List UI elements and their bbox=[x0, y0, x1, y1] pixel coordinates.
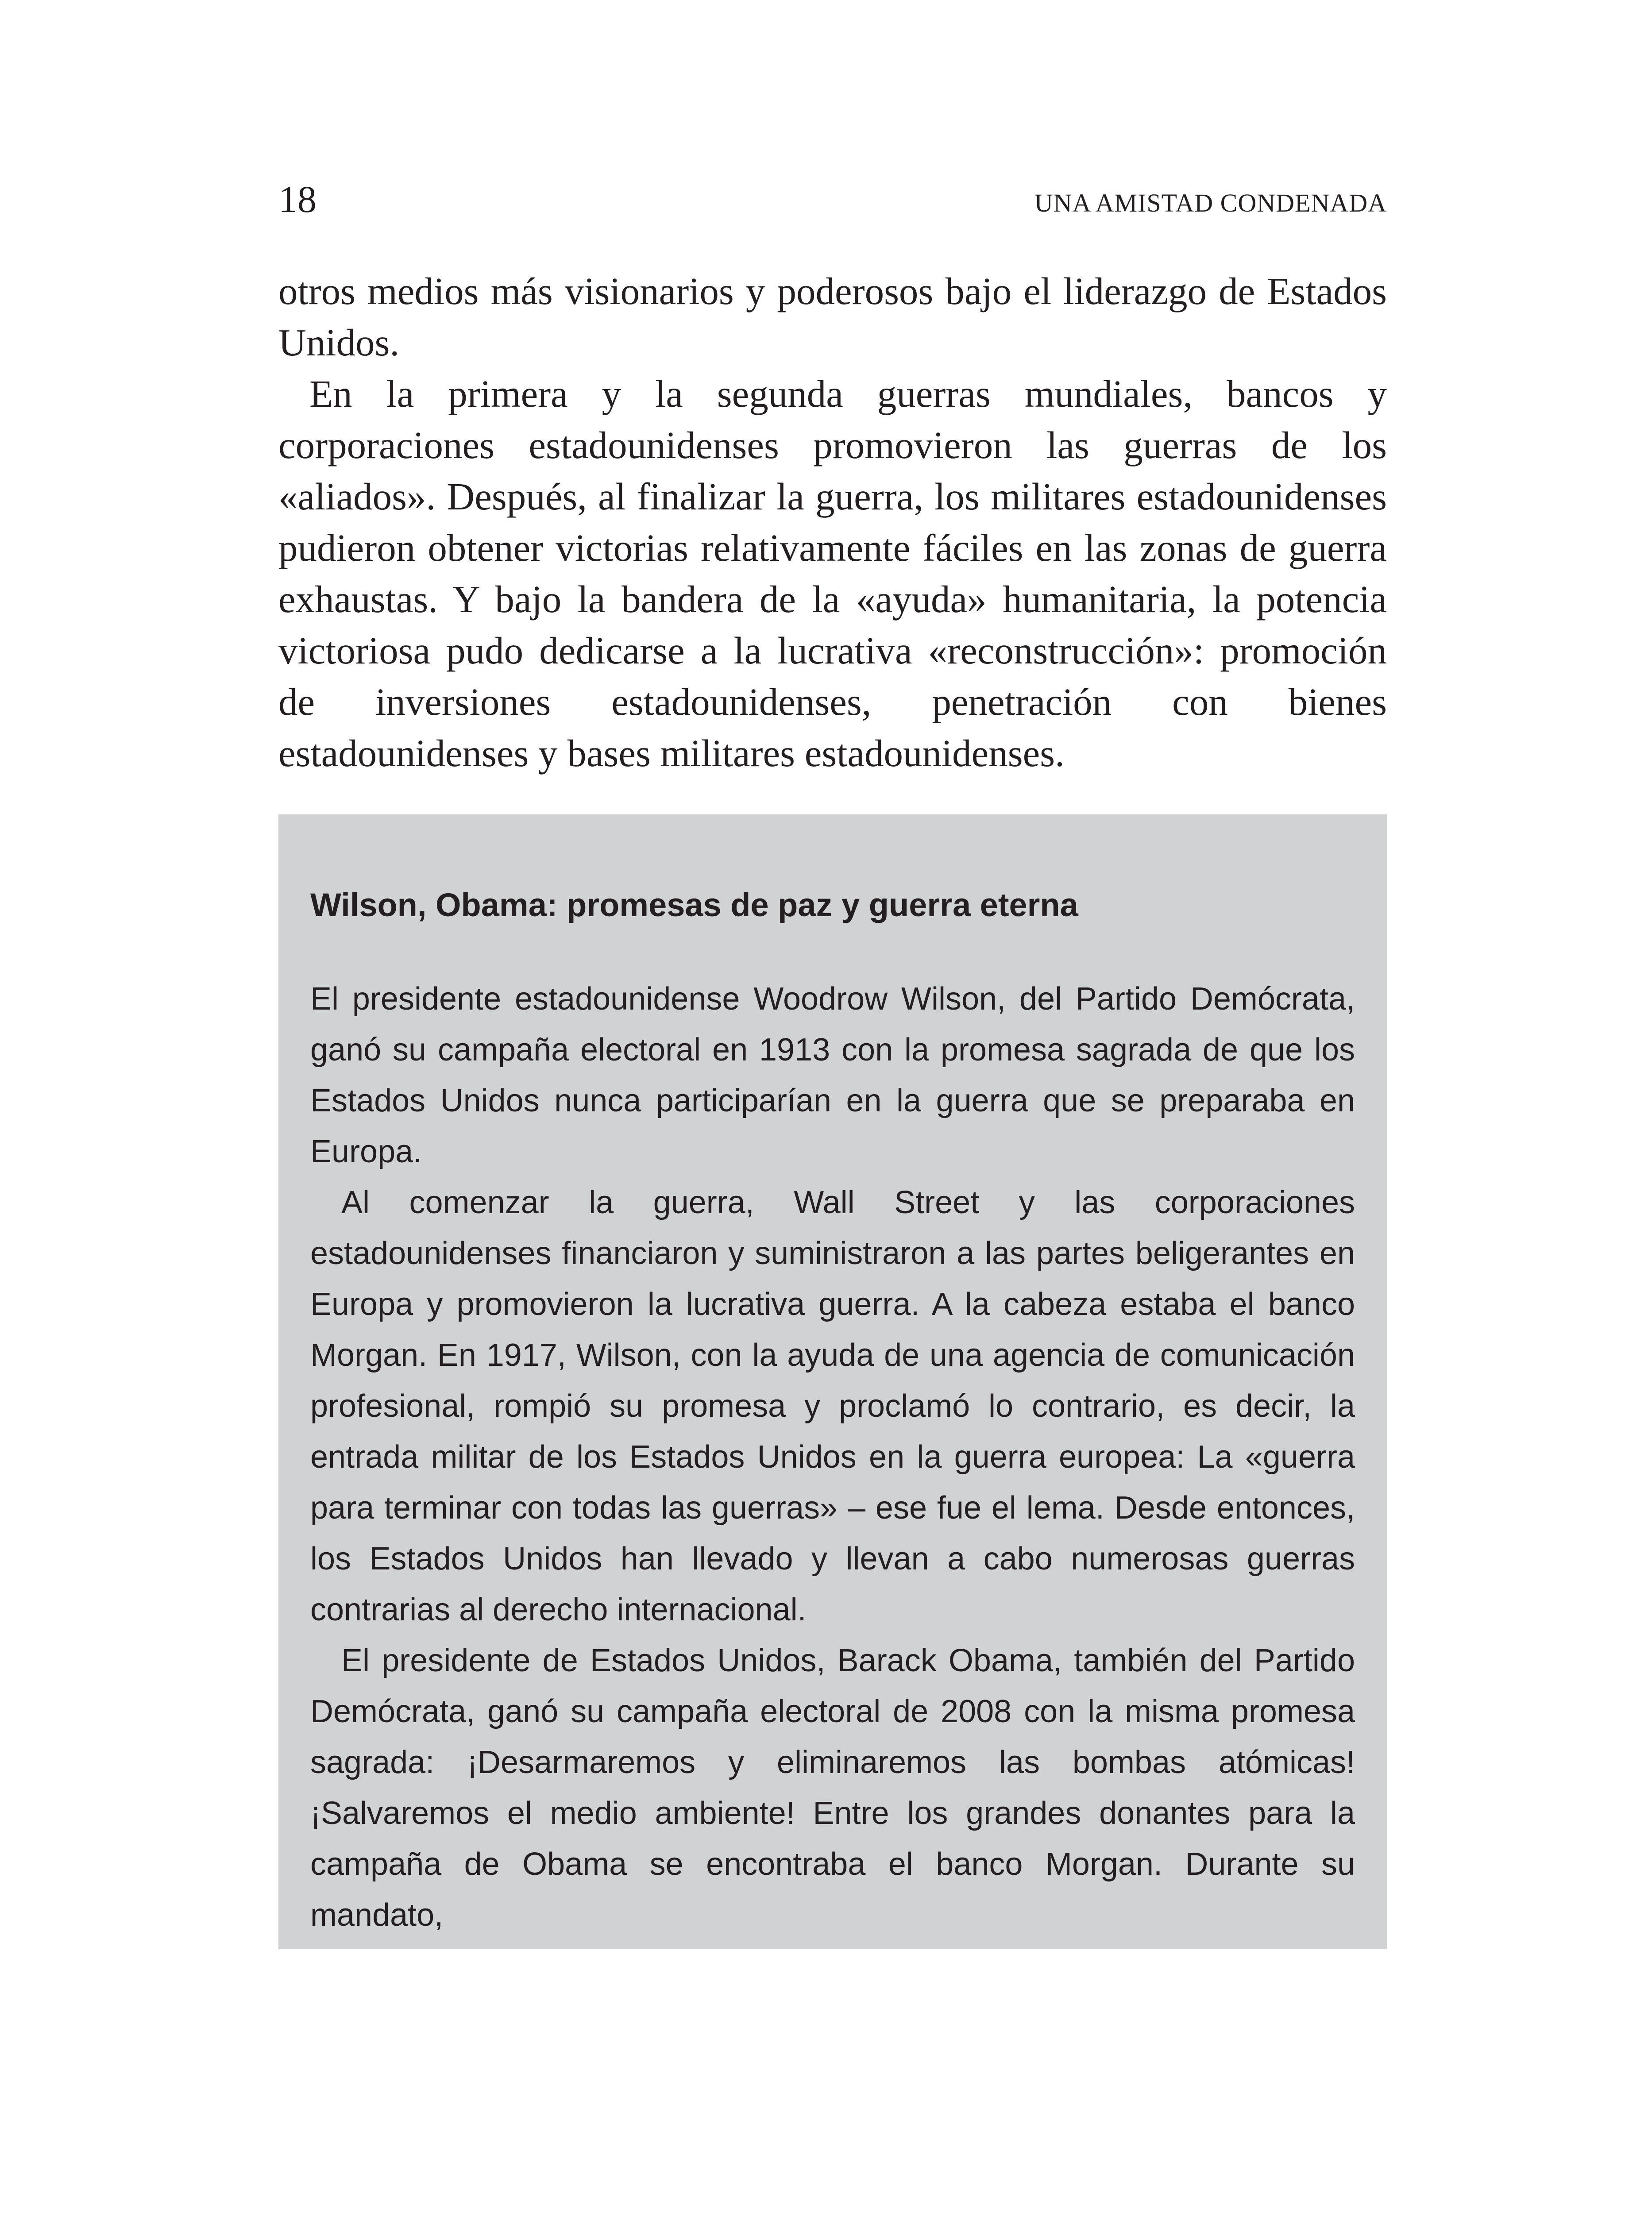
body-paragraph: En la primera y la segunda guerras mundiales, bancos y corporaciones estadounidenses promovieron las guerras de los «aliados». Después, al finalizar la guerra, los militares estadounidenses pudieron obtener victorias relativamente fáciles en las zonas de guerra exhaustas. Y bajo la bandera de la «ayuda» humanitaria, la potencia victoriosa pudo dedicarse a la lucrativa «reconstrucción»: promoción de inversiones estadounidenses, penetración con bienes estadounidenses y bases militares estadounidenses. bbox=[278, 372, 1387, 775]
sidebar-body bbox=[310, 974, 1355, 1941]
sidebar-paragraph: El presidente estadounidense Woodrow Wilson, del Partido Demócrata, ganó su campaña electoral en 1913 con la promesa sagrada de que los Estados Unidos nunca participarían en la guerra que se preparaba en Europa. bbox=[310, 981, 1355, 1169]
sidebar-title: Wilson, Obama: promesas de paz y guerra eterna bbox=[310, 887, 1078, 923]
running-head bbox=[278, 173, 1387, 235]
page-number: 18 bbox=[278, 178, 317, 220]
running-title: UNA AMISTAD CONDENADA bbox=[1034, 189, 1387, 217]
body-paragraph: otros medios más visionarios y poderosos bajo el liderazgo de Estados Unidos. bbox=[278, 270, 1387, 364]
sidebar-paragraph: El presidente de Estados Unidos, Barack Obama, también del Partido Demócrata, ganó su campaña electoral de 2008 con la misma promesa sagrada: ¡Desarmaremos y eliminaremos las bombas atómicas! ¡Salvaremos el medio ambiente! Entre los grandes donantes para la campaña de Obama se encontraba el banco Morgan. Durante su mandato, bbox=[310, 1643, 1355, 1933]
sidebar-paragraph: Al comenzar la guerra, Wall Street y las corporaciones estadounidenses financiaron y suministraron a las partes beligerantes en Europa y promovieron la lucrativa guerra. A la cabeza estaba el banco Morgan. En 1917, Wilson, con la ayuda de una agencia de comunicación profesional, rompió su promesa y proclamó lo contrario, es decir, la entrada militar de los Estados Unidos en la guerra europea: La «guerra para terminar con todas las guerras» – ese fue el lema. Desde entonces, los Estados Unidos han llevado y llevan a cabo numerosas guerras contrarias al derecho internacional. bbox=[310, 1185, 1355, 1627]
main-text bbox=[278, 266, 1387, 779]
sidebar-box bbox=[278, 814, 1387, 1949]
